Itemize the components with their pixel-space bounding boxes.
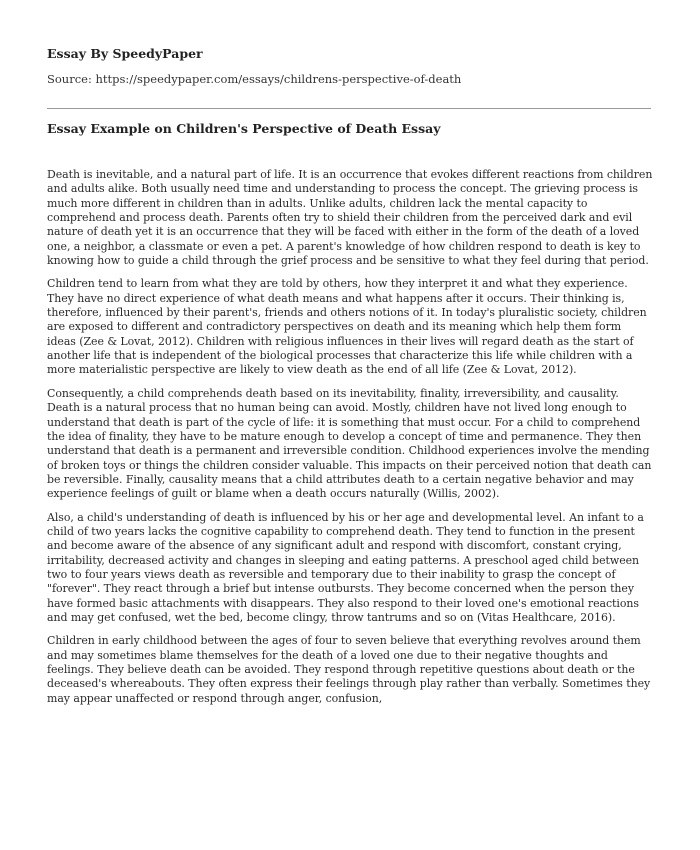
header-divider — [47, 108, 651, 109]
paragraph: Also, a child's understanding of death is influenced by his or her age and developmental level. An infant to a child of two years lacks the cognitive capability to comprehend death. They tend to function in the present and become aware of the absence of any significant adult and respond with discomfort, constant crying, irritability, decreased activity and changes in sleeping and eating patterns. A preschool aged child between two to four years views death as reversible and temporary due to their inability to grasp the concept of "forever". They react through a brief but intense outbursts. They become concerned when the person they have formed basic attachments with disappears. They also respond to their loved one's emotional reactions and may get confused, wet the bed, become clingy, throw tantrums and so on (Vitas Healthcare, 2016). — [47, 510, 644, 624]
paragraph: Consequently, a child comprehends death based on its inevitability, finality, irreversibility, and causality. Death is a natural process that no human being can avoid. Mostly, children have not lived long enough to understand that death is part of the cycle of life: it is something that must occur. For a child to comprehend the idea of finality, they have to be mature enough to develop a concept of time and permanence. They then understand that death is a permanent and irreversible condition. Childhood experiences involve the mending of broken toys or things the children consider valuable. This impacts on their perceived notion that death can be reversible. Finally, causality means that a child attributes death to a certain negative behavior and may experience feelings of guilt or blame when a death occurs naturally (Willis, 2002). — [47, 386, 652, 501]
source-line: Source: https://speedypaper.com/essays/childrens-perspective-of-death — [47, 72, 462, 86]
paragraph: Children in early childhood between the ages of four to seven believe that everything revolves around them and may sometimes blame themselves for the death of a loved one due to their negative thoughts and feelings. They believe death can be avoided. They respond through repetitive questions about death or the deceased's whereabouts. They often express their feelings through play rather than verbally. Sometimes they may appear unaffected or respond through anger, confusion, — [47, 634, 651, 705]
essay-body — [47, 168, 653, 715]
paragraph: Death is inevitable, and a natural part of life. It is an occurrence that evokes different reactions from children and adults alike. Both usually need time and understanding to process the concept. The grieving process is much more different in children than in adults. Unlike adults, children lack the mental capacity to comprehend and process death. Parents often try to shield their children from the perceived dark and evil nature of death yet it is an occurrence that they will be faced with either in the form of the death of a loved one, a neighbor, a classmate or even a pet. A parent's knowledge of how children respond to death is key to knowing how to guide a child through the grief process and be sensitive to what they feel during that period. — [47, 168, 653, 268]
essay-title: Essay Example on Children's Perspective of Death Essay — [47, 121, 441, 136]
paragraph: Children tend to learn from what they are told by others, how they interpret it and what they experience. They have no direct experience of what death means and what happens after it occurs. Their thinking is, therefore, influenced by their parent's, friends and others notions of it. In today's pluralistic society, children are exposed to different and contradictory perspectives on death and its meaning which help them form ideas (Zee & Lovat, 2012). Children with religious influences in their lives will regard death as the start of another life that is independent of the biological processes that characterize this life while children with a more materialistic perspective are likely to view death as the end of all life (Zee & Lovat, 2012). — [47, 277, 647, 377]
essay-author-heading: Essay By SpeedyPaper — [47, 46, 203, 61]
